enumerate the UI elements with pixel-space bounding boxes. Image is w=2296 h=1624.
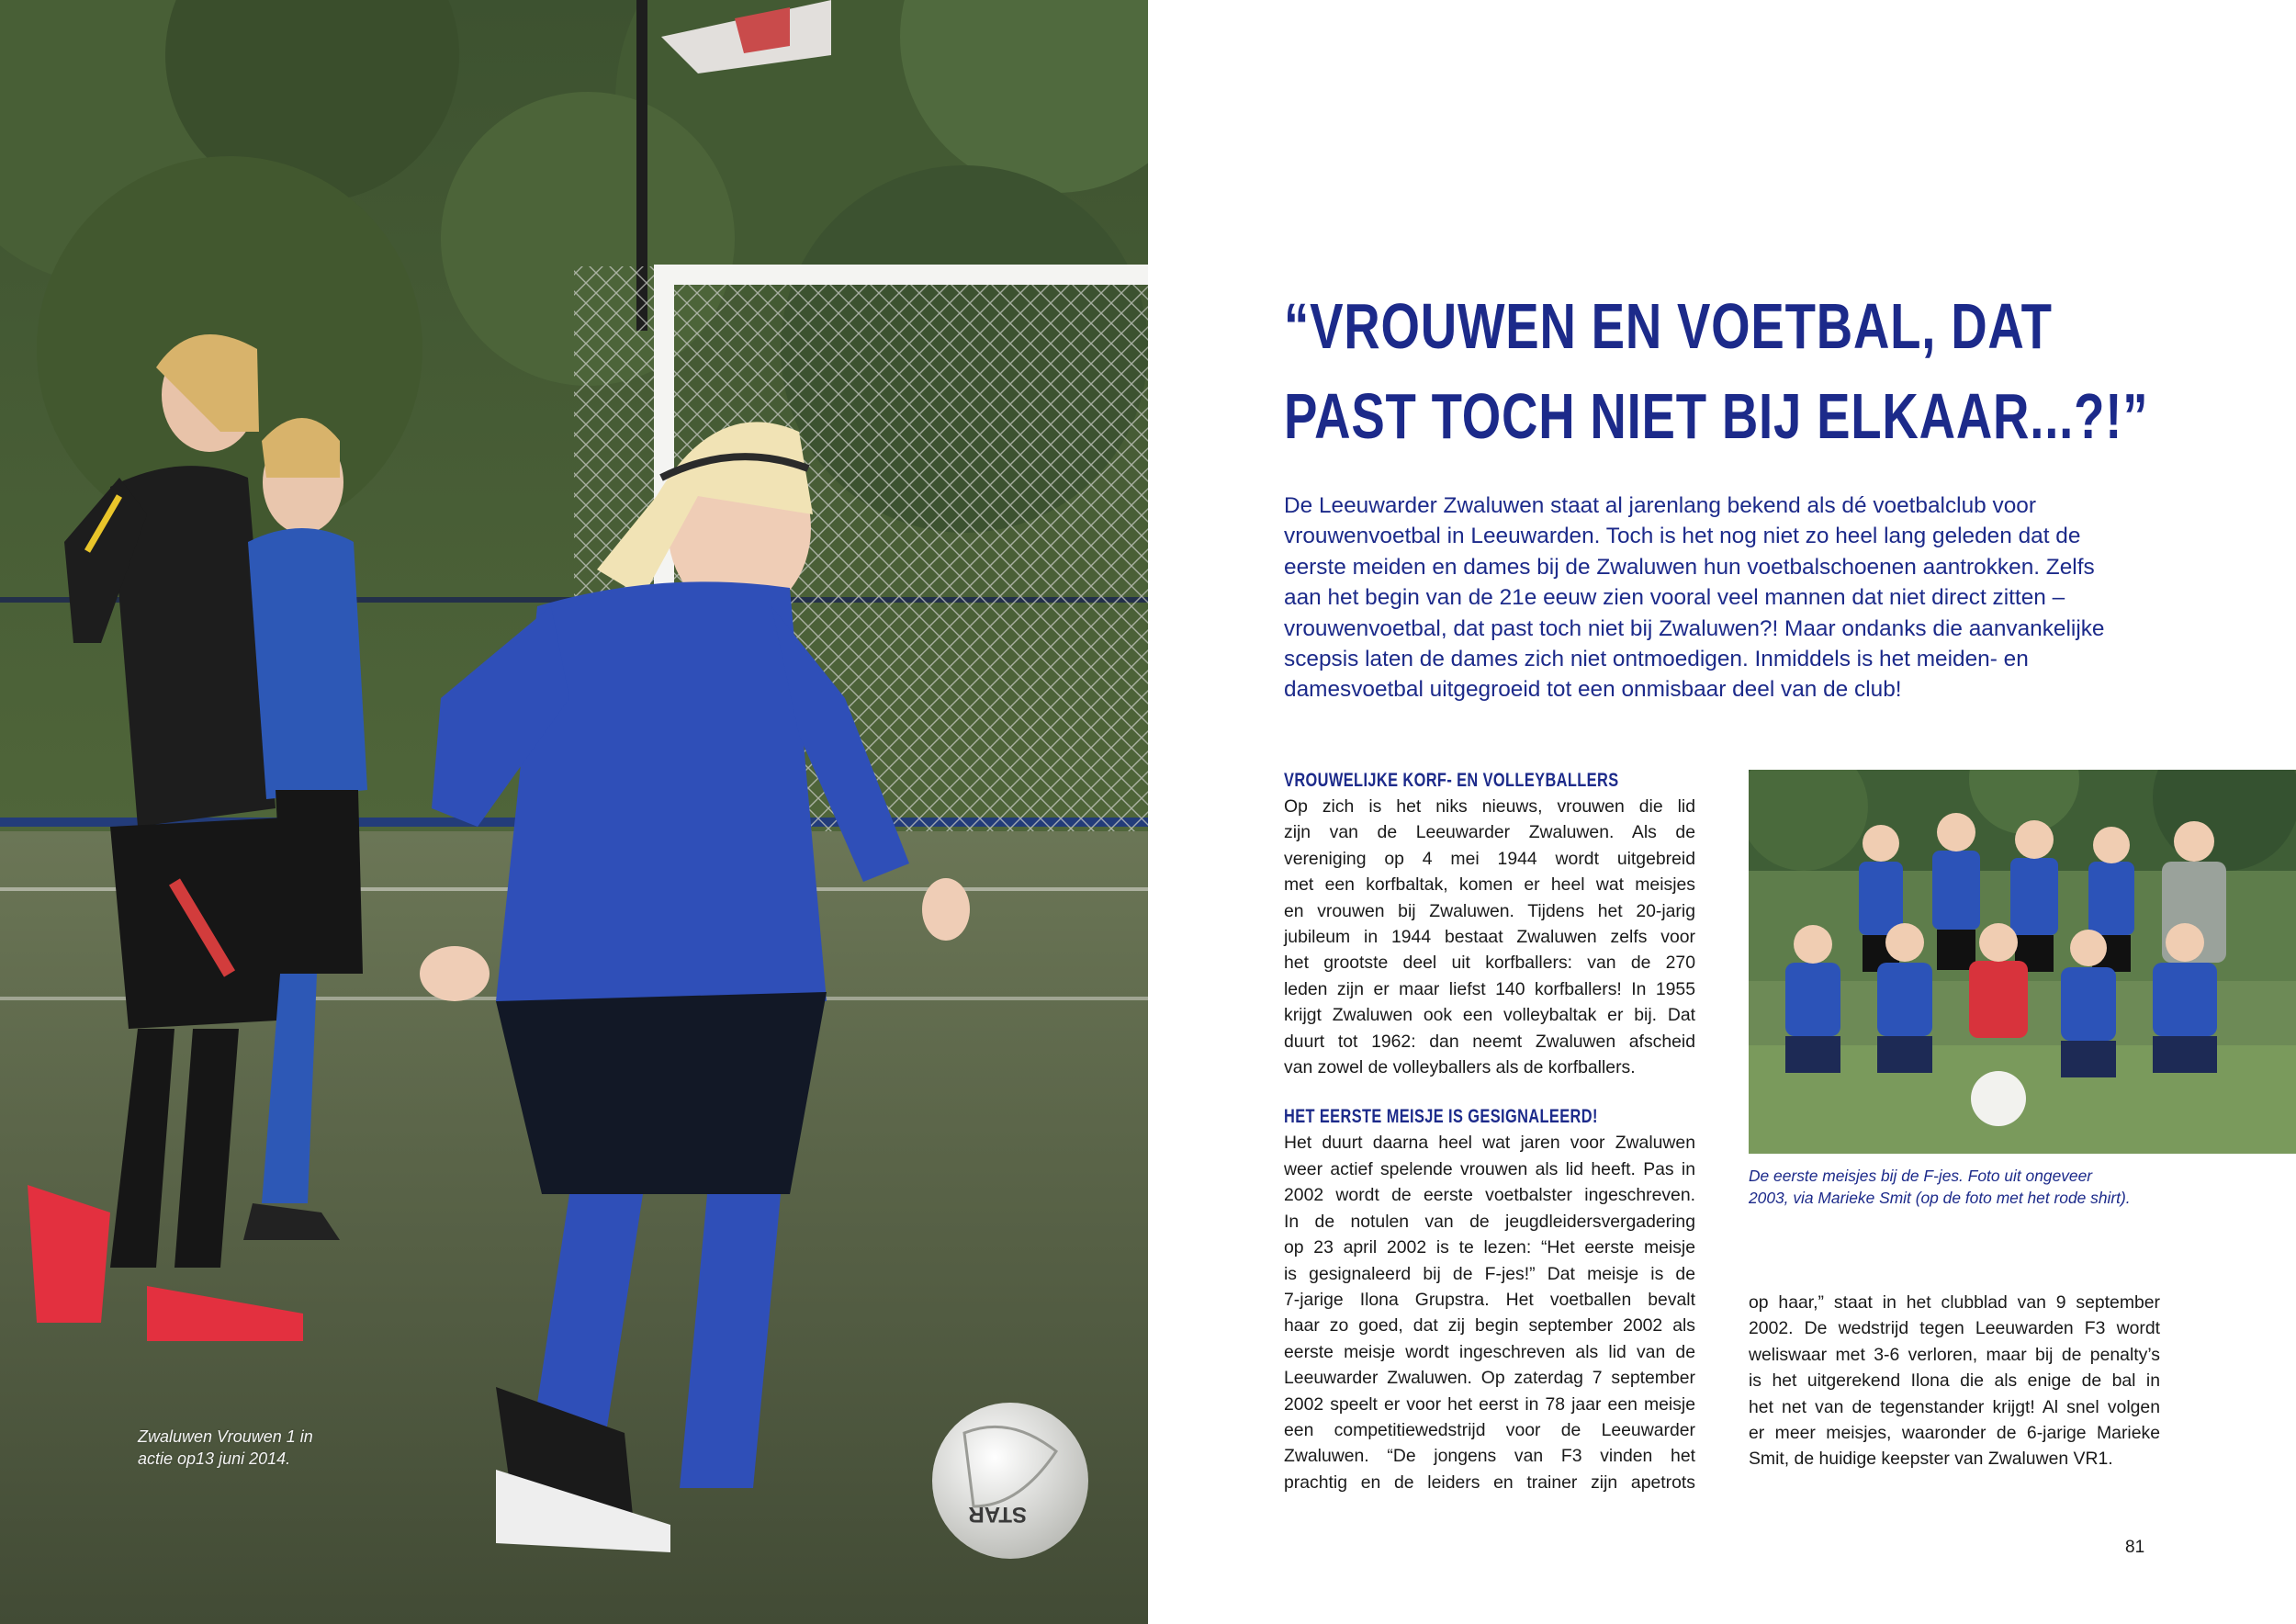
body-line: In de notulen van de jeugdleidersvergadering	[1284, 1211, 1695, 1232]
body-line: duurt tot 1962: dan neemt Zwaluwen afscheid	[1284, 1031, 1695, 1052]
body-line: weliswaar met 3-6 verloren, maar bij de penalty’s	[1749, 1344, 2160, 1365]
headline-line: “VROUWEN EN VOETBAL, DAT	[1284, 290, 2053, 362]
article-column-right	[1749, 1290, 2160, 1472]
headline-line: PAST TOCH NIET BIJ ELKAAR...?!”	[1284, 380, 2149, 452]
body-line: krijgt Zwaluwen ook een volleybaltak er bij. Dat	[1284, 1005, 1695, 1026]
intro-line: vrouwenvoetbal in Leeuwarden. Toch is het nog niet zo heel lang geleden dat de	[1284, 524, 2081, 549]
intro-line: eerste meiden en dames bij de Zwaluwen hun voetbalschoenen aantrokken. Zelfs	[1284, 554, 2095, 580]
body-line: is het uitgerekend Ilona die als enige de bal in	[1749, 1370, 2160, 1392]
intro-line: scepsis laten de dames zich niet ontmoedigen. Inmiddels is het meiden- en	[1284, 647, 2029, 672]
photo-caption	[138, 1426, 377, 1470]
body-line: zijn van de Leeuwarder Zwaluwen. Als de	[1284, 822, 1695, 843]
body-line: Het duurt daarna heel wat jaren voor Zwaluwen	[1284, 1133, 1695, 1154]
body-line: Smit, de huidige keepster van Zwaluwen VR1.	[1749, 1449, 2113, 1470]
ball-print: STAR	[968, 1502, 1027, 1527]
intro-line: damesvoetbal uitgegroeid tot een onmisbaar deel van de club!	[1284, 677, 1902, 703]
caption-line: 2003, via Marieke Smit (op de foto met het rode shirt).	[1749, 1189, 2131, 1207]
photo-caption-line: actie op13 juni 2014.	[138, 1449, 291, 1468]
body-line: 2002 speelt er voor het eerst in 78 jaar een meisje	[1284, 1393, 1695, 1415]
section-heading: HET EERSTE MEISJE IS GESIGNALEERD!	[1284, 1106, 1598, 1128]
body-line: eerste meisje wordt ingeschreven als lid van de	[1284, 1341, 1695, 1362]
body-line: 2002. De wedstrijd tegen Leeuwarden F3 wordt	[1749, 1318, 2160, 1339]
article-intro	[1284, 491, 2105, 705]
body-line: er meer meisjes, waaronder de 6-jarige Marieke	[1749, 1423, 2160, 1444]
body-line: jubileum in 1944 bestaat Zwaluwen zelfs voor	[1284, 927, 1695, 948]
section-heading: VROUWELIJKE KORF- EN VOLLEYBALLERS	[1284, 770, 1619, 791]
body-line: haar zo goed, dat zij begin september 2002 als	[1284, 1315, 1695, 1336]
body-line: een competitiewedstrijd voor de Leeuwarder	[1284, 1419, 1695, 1440]
page-number: 81	[2125, 1538, 2145, 1557]
body-line: 7-jarige Ilona Grupstra. Het voetballen bevalt	[1284, 1289, 1695, 1310]
caption-line: De eerste meisjes bij de F-jes. Foto uit ongeveer	[1749, 1167, 2093, 1185]
body-line: Leeuwarder Zwaluwen. Op zaterdag 7 september	[1284, 1368, 1695, 1389]
body-line: van zowel de volleyballers als de korfballers.	[1284, 1057, 1636, 1078]
body-line: op 23 april 2002 is te lezen: “Het eerste meisje	[1284, 1237, 1695, 1258]
article-headline	[1284, 281, 2149, 461]
article-column-left	[1284, 768, 1695, 1495]
body-line: het grootste deel uit korfballers: van de 270	[1284, 953, 1695, 974]
team-photo-illustration	[1749, 770, 2296, 1154]
body-line: op haar,” staat in het clubblad van 9 september	[1749, 1292, 2160, 1313]
body-line: Op zich is het niks nieuws, vrouwen die lid	[1284, 796, 1695, 817]
team-photo-caption	[1749, 1165, 2226, 1209]
body-line: Zwaluwen. “De jongens van F3 vinden het	[1284, 1446, 1695, 1467]
intro-line: De Leeuwarder Zwaluwen staat al jarenlang bekend als dé voetbalclub voor	[1284, 493, 2036, 518]
body-line: met een korfbaltak, komen er heel wat meisjes	[1284, 874, 1695, 896]
body-line: vereniging op 4 mei 1944 wordt uitgebreid	[1284, 848, 1695, 869]
intro-line: vrouwenvoetbal, dat past toch niet bij Zwaluwen?! Maar ondanks die aanvankelijke	[1284, 615, 2105, 641]
photo-caption-line: Zwaluwen Vrouwen 1 in	[138, 1427, 313, 1446]
body-line: en vrouwen bij Zwaluwen. Tijdens het 20-jarig	[1284, 900, 1695, 921]
team-photo	[1749, 770, 2296, 1154]
body-line: het net van de tegenstander krijgt! Al snel volgen	[1749, 1396, 2160, 1417]
body-line: prachtig en de leiders en trainer zijn apetrots	[1284, 1472, 1695, 1493]
body-line: leden zijn er maar liefst 140 korfballers! In 1955	[1284, 978, 1695, 999]
body-line: weer actief spelende vrouwen als lid heeft. Pas in	[1284, 1158, 1695, 1179]
body-line: 2002 wordt de eerste voetbalster ingeschreven.	[1284, 1185, 1695, 1206]
intro-line: aan het begin van de 21e eeuw zien vooral veel mannen dat niet direct zitten –	[1284, 585, 2065, 611]
body-line: is gesignaleerd bij de F-jes!” Dat meisje is de	[1284, 1263, 1695, 1284]
